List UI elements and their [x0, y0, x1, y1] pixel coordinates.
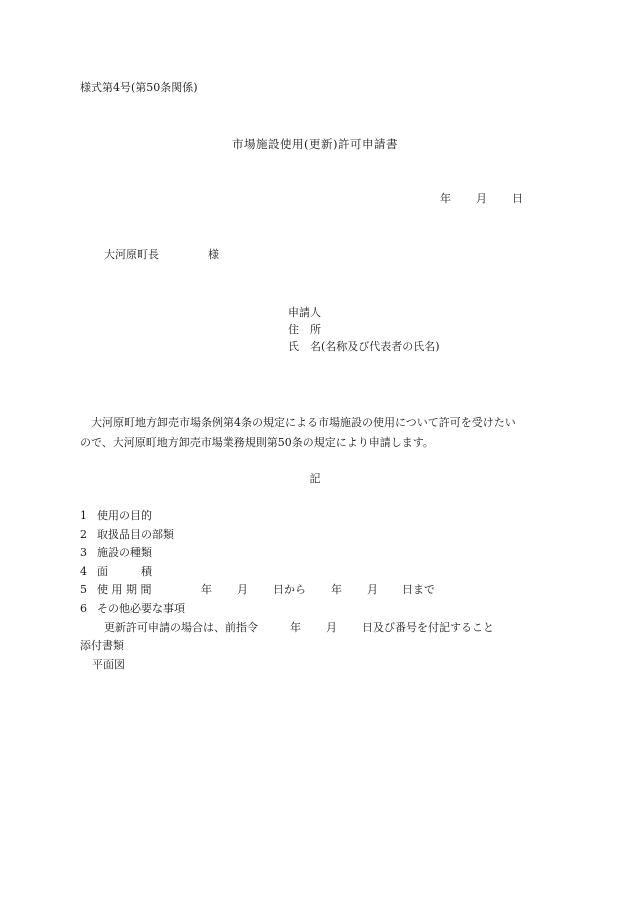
list-item: [80, 526, 185, 545]
document-title: 市場施設使用(更新)許可申請書: [232, 137, 398, 151]
list-item: [80, 563, 185, 582]
attachments-heading: 添付書類: [80, 639, 124, 653]
item-number: 3: [80, 546, 87, 560]
ki-heading: 記: [309, 472, 321, 485]
period-end-month: 月: [367, 583, 378, 597]
item-label: 使 用 期 間: [97, 583, 152, 597]
request-statement: [80, 413, 560, 453]
renewal-note-suffix: 日及び番号を付記すること: [362, 620, 494, 634]
name-label: 氏 名(名称及び代表者の氏名): [288, 340, 440, 353]
item-label: 使用の目的: [97, 509, 152, 522]
period-start-month: 月: [237, 583, 248, 597]
item-number: 2: [80, 527, 87, 541]
period-end-day: 日まで: [402, 583, 435, 597]
statement-line-1: 大河原町地方卸売市場条例第4条の規定による市場施設の使用について許可を受けたい: [91, 416, 516, 429]
addressee-name: 大河原町長: [104, 248, 159, 261]
statement-line-2: ので、大河原町地方卸売市場業務規則第50条の規定により申請します。: [80, 436, 434, 449]
item-label: その他必要な事項: [97, 601, 185, 615]
date-year-label: 年: [440, 192, 451, 205]
date-month-label: 月: [476, 192, 487, 205]
list-item: [80, 507, 185, 526]
item-number: 6: [80, 601, 87, 615]
item-label: 面 積: [97, 564, 152, 578]
item-number: 4: [80, 564, 87, 578]
item-list: [80, 507, 494, 674]
renewal-note-prefix: 更新許可申請の場合は、前指令: [104, 620, 258, 634]
item-number: 1: [80, 509, 87, 522]
period-start-day: 日から: [273, 583, 306, 597]
item-label: 施設の種類: [97, 546, 152, 560]
list-item: [80, 600, 185, 619]
date-day-label: 日: [512, 192, 523, 205]
address-label: 住 所: [288, 323, 321, 336]
period-end-year: 年: [331, 583, 342, 597]
applicant-label: 申請人: [288, 306, 321, 319]
applicant-block: [288, 304, 440, 355]
item-number: 5: [80, 583, 87, 597]
renewal-note-row: [80, 619, 494, 638]
addressee-honorific: 様: [208, 248, 219, 261]
usage-period-row: [80, 581, 435, 600]
form-number: 様式第4号(第50条関係): [80, 81, 198, 94]
renewal-year: 年: [290, 620, 301, 634]
attachment-item: 平面図: [92, 657, 125, 671]
renewal-month: 月: [326, 620, 337, 634]
item-label: 取扱品目の部類: [97, 527, 174, 541]
list-item: [80, 544, 185, 563]
period-start-year: 年: [201, 583, 212, 597]
